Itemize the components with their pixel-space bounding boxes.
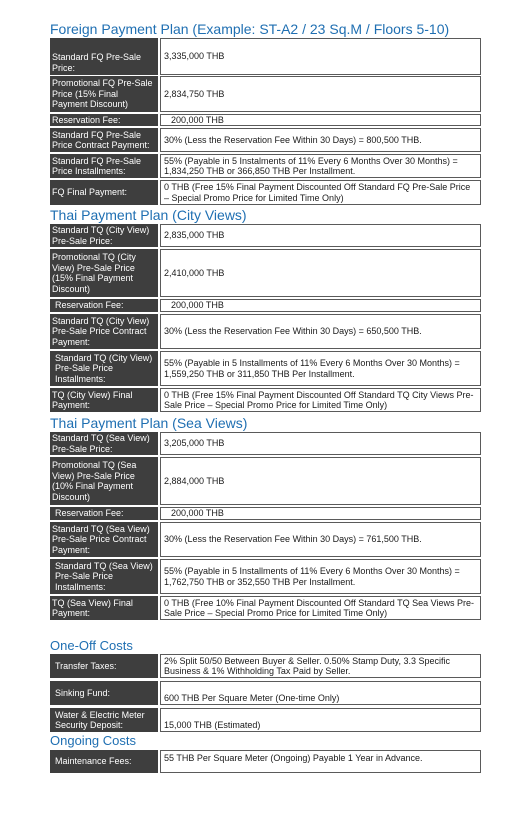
- row-value: 200,000 THB: [160, 114, 481, 126]
- row-label: Standard TQ (City View) Pre-Sale Price:: [50, 224, 158, 247]
- row-value: 2,884,000 THB: [160, 457, 481, 505]
- row-value: 0 THB (Free 15% Final Payment Discounted Off Standard TQ City Views Pre-Sale Price – Special Promo Price for Limited Time Only): [160, 388, 481, 412]
- row-value: 3,335,000 THB: [160, 38, 481, 75]
- row-value: 55% (Payable in 5 Installments of 11% Every 6 Months Over 30 Months) = 1,559,250 THB or 311,850 THB Per Installment.: [160, 351, 481, 386]
- table-row: [50, 114, 481, 126]
- row-value: 55% (Payable in 5 Instalments of 11% Every 6 Months Over 30 Months) = 1,834,250 THB or 366,850 THB Per Installment.: [160, 154, 481, 178]
- row-label: Standard FQ Pre-Sale Price:: [50, 38, 158, 75]
- row-value: 30% (Less the Reservation Fee Within 30 Days) = 800,500 THB.: [160, 128, 481, 152]
- table-row: [50, 224, 481, 247]
- row-value: 2% Split 50/50 Between Buyer & Seller. 0.50% Stamp Duty, 3.3 Specific Business & 1% Withholding Tax Paid by Seller.: [160, 654, 481, 678]
- row-label: TQ (Sea View) Final Payment:: [50, 596, 158, 620]
- row-value: 30% (Less the Reservation Fee Within 30 Days) = 761,500 THB.: [160, 522, 481, 557]
- thai-sea-plan-title: Thai Payment Plan (Sea Views): [50, 415, 248, 431]
- one-off-costs-title: One-Off Costs: [50, 638, 133, 653]
- row-value: 600 THB Per Square Meter (One-time Only): [160, 681, 481, 705]
- table-row: [50, 596, 481, 620]
- table-row: [50, 507, 481, 520]
- table-row: [50, 249, 481, 297]
- row-label: Standard TQ (City View) Pre-Sale Price Installments:: [50, 351, 158, 386]
- table-row: [50, 38, 481, 75]
- row-value: 0 THB (Free 15% Final Payment Discounted Off Standard FQ Pre-Sale Price – Special Promo Price for Limited Time Only): [160, 180, 481, 205]
- row-label: Promotional TQ (City View) Pre-Sale Price (15% Final Payment Discount): [50, 249, 158, 297]
- row-value: 200,000 THB: [160, 507, 481, 520]
- table-row: [50, 299, 481, 312]
- row-label: Promotional FQ Pre-Sale Price (15% Final Payment Discount): [50, 76, 158, 112]
- row-value: 55% (Payable in 5 Installments of 11% Every 6 Months Over 30 Months) = 1,762,750 THB or 352,550 THB Per Installment.: [160, 559, 481, 594]
- row-label: Reservation Fee:: [50, 507, 158, 520]
- table-row: [50, 457, 481, 505]
- row-label: Water & Electric Meter Security Deposit:: [50, 708, 158, 732]
- table-row: [50, 750, 481, 773]
- row-label: Sinking Fund:: [50, 681, 158, 705]
- row-value: 2,834,750 THB: [160, 76, 481, 112]
- row-label: Standard TQ (Sea View) Pre-Sale Price Installments:: [50, 559, 158, 594]
- table-row: [50, 681, 481, 705]
- row-value: 3,205,000 THB: [160, 432, 481, 455]
- row-label: Standard TQ (City View) Pre-Sale Price Contract Payment:: [50, 314, 158, 349]
- row-label: Reservation Fee:: [50, 299, 158, 312]
- row-value: 55 THB Per Square Meter (Ongoing) Payable 1 Year in Advance.: [160, 750, 481, 773]
- table-row: [50, 432, 481, 455]
- table-row: [50, 559, 481, 594]
- row-label: Standard TQ (Sea View) Pre-Sale Price:: [50, 432, 158, 455]
- table-row: [50, 180, 481, 205]
- row-label: Standard TQ (Sea View) Pre-Sale Price Contract Payment:: [50, 522, 158, 557]
- row-label: Transfer Taxes:: [50, 654, 158, 678]
- table-row: [50, 351, 481, 386]
- row-label: Standard FQ Pre-Sale Price Contract Payment:: [50, 128, 158, 152]
- table-row: [50, 522, 481, 557]
- row-label: Standard FQ Pre-Sale Price Installments:: [50, 154, 158, 178]
- table-row: [50, 314, 481, 349]
- row-value: 30% (Less the Reservation Fee Within 30 Days) = 650,500 THB.: [160, 314, 481, 349]
- row-value: 2,835,000 THB: [160, 224, 481, 247]
- table-row: [50, 388, 481, 412]
- row-value: 2,410,000 THB: [160, 249, 481, 297]
- table-row: [50, 708, 481, 732]
- table-row: [50, 76, 481, 112]
- row-value: 0 THB (Free 10% Final Payment Discounted Off Standard TQ Sea Views Pre-Sale Price – Special Promo Price for Limited Time Only): [160, 596, 481, 620]
- row-value: 200,000 THB: [160, 299, 481, 312]
- row-label: TQ (City View) Final Payment:: [50, 388, 158, 412]
- ongoing-costs-title: Ongoing Costs: [50, 733, 136, 748]
- table-row: [50, 654, 481, 678]
- row-label: Promotional TQ (Sea View) Pre-Sale Price (10% Final Payment Discount): [50, 457, 158, 505]
- row-value: 15,000 THB (Estimated): [160, 708, 481, 732]
- foreign-plan-title: Foreign Payment Plan (Example: ST-A2 / 23 Sq.M / Floors 5-10): [50, 21, 450, 37]
- row-label: FQ Final Payment:: [50, 180, 158, 205]
- row-label: Reservation Fee:: [50, 114, 158, 126]
- table-row: [50, 154, 481, 178]
- table-row: [50, 128, 481, 152]
- row-label: Maintenance Fees:: [50, 750, 158, 773]
- thai-city-plan-title: Thai Payment Plan (City Views): [50, 207, 247, 223]
